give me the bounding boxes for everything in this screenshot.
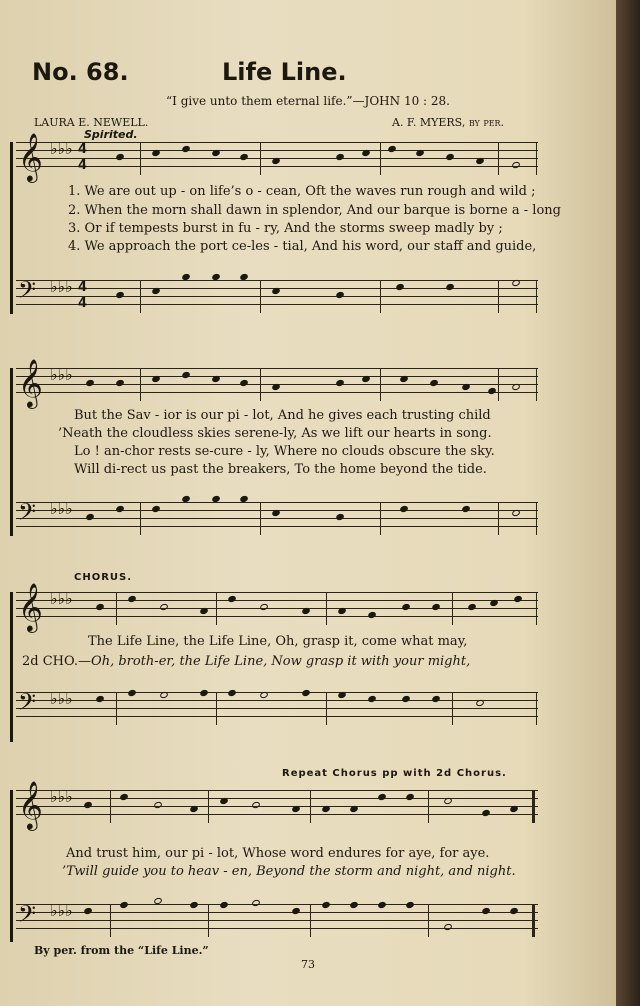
note-head (481, 907, 491, 915)
bass-staff (16, 688, 538, 724)
note-head (239, 495, 249, 503)
note-head (395, 283, 405, 291)
bar-line (452, 692, 453, 725)
bar-line (428, 904, 429, 937)
bar-line (208, 790, 209, 823)
bar-line (536, 592, 537, 625)
note-head (509, 907, 519, 915)
verse-line-3-cont: Lo ! an-chor rests se-cure - ly, Where no clouds obscure the sky. (74, 444, 495, 459)
note-head (151, 375, 161, 383)
note-head (367, 611, 377, 619)
note-head (115, 379, 125, 387)
bar-line (380, 142, 381, 175)
bar-line (116, 592, 117, 625)
bar-line (260, 368, 261, 401)
note-head (159, 691, 169, 699)
note-head (95, 603, 105, 611)
note-head (445, 283, 455, 291)
note-head (189, 901, 199, 909)
note-head (239, 153, 249, 161)
note-head (467, 603, 477, 611)
key-signature: ♭♭♭ (50, 689, 73, 708)
note-head (335, 291, 345, 299)
bass-clef-icon: 𝄢 (18, 688, 37, 721)
note-head (301, 607, 311, 615)
bar-line (532, 904, 535, 937)
note-head (181, 145, 191, 153)
note-head (487, 387, 497, 395)
note-head (271, 509, 281, 517)
note-head (199, 689, 209, 697)
note-head (115, 291, 125, 299)
note-head (153, 801, 163, 809)
note-head (443, 797, 453, 805)
note-head (227, 595, 237, 603)
note-head (443, 923, 453, 931)
key-signature: ♭♭♭ (50, 589, 73, 608)
note-head (461, 505, 471, 513)
note-head (511, 161, 521, 169)
system-brace (10, 592, 13, 742)
time-signature: 4 4 (78, 280, 88, 311)
bass-clef-icon: 𝄢 (18, 900, 37, 933)
book-spine (616, 0, 640, 1006)
bar-line (140, 368, 141, 401)
bass-clef-icon: 𝄢 (18, 498, 37, 531)
verse-line-2-cont: ’Neath the cloudless skies serene-ly, As we lift our hearts in song. (58, 426, 492, 441)
note-head (429, 379, 439, 387)
note-head (337, 691, 347, 699)
verse-line-4-cont: Will di-rect us past the breakers, To the home beyond the tide. (74, 462, 487, 477)
bar-line (216, 692, 217, 725)
bar-line (532, 790, 535, 823)
note-head (153, 897, 163, 905)
verse-line-1-cont: But the Sav - ior is our pi - lot, And he gives each trusting child (74, 408, 491, 423)
note-head (227, 689, 237, 697)
bar-line (536, 142, 537, 175)
note-head (301, 689, 311, 697)
note-head (481, 809, 491, 817)
bar-line (140, 142, 141, 175)
note-head (349, 901, 359, 909)
note-head (475, 699, 485, 707)
note-head (377, 901, 387, 909)
note-head (367, 695, 377, 703)
bar-line (380, 502, 381, 535)
source-credit: By per. from the “Life Line.” (34, 944, 209, 957)
note-head (291, 907, 301, 915)
note-head (115, 505, 125, 513)
note-head (511, 509, 521, 517)
treble-staff (16, 582, 538, 631)
bar-line (536, 692, 537, 725)
note-head (401, 603, 411, 611)
note-head (211, 149, 221, 157)
note-head (181, 371, 191, 379)
second-chorus-line-end: ’Twill guide you to heav - en, Beyond the storm and night, and night. (62, 864, 516, 879)
treble-staff (16, 780, 538, 829)
note-head (85, 379, 95, 387)
note-head (401, 695, 411, 703)
note-head (211, 495, 221, 503)
bar-line (536, 280, 537, 313)
note-head (189, 805, 199, 813)
bar-line (326, 592, 327, 625)
note-head (337, 607, 347, 615)
note-head (335, 513, 345, 521)
treble-clef-icon: 𝄞 (18, 132, 43, 181)
bar-line (110, 904, 111, 937)
note-head (271, 287, 281, 295)
note-head (151, 149, 161, 157)
bar-line (326, 692, 327, 725)
note-head (431, 695, 441, 703)
note-head (219, 901, 229, 909)
note-head (349, 805, 359, 813)
note-head (151, 505, 161, 513)
system-brace (10, 142, 13, 314)
note-head (399, 505, 409, 513)
note-head (259, 691, 269, 699)
key-signature: ♭♭♭ (50, 139, 73, 158)
note-head (127, 595, 137, 603)
bar-line (140, 280, 141, 313)
note-head (115, 153, 125, 161)
bar-line (260, 280, 261, 313)
treble-clef-icon: 𝄞 (18, 582, 43, 631)
bar-line (536, 368, 537, 401)
verse-line-1: 1. We are out up - on life’s o - cean, Oft the waves run rough and wild ; (68, 184, 536, 199)
note-head (511, 279, 521, 287)
key-signature: ♭♭♭ (50, 901, 73, 920)
note-head (271, 383, 281, 391)
note-head (335, 153, 345, 161)
bar-line (428, 790, 429, 823)
bar-line (380, 368, 381, 401)
note-head (239, 379, 249, 387)
note-head (211, 375, 221, 383)
note-head (199, 607, 209, 615)
note-head (219, 797, 229, 805)
note-head (291, 805, 301, 813)
note-head (119, 901, 129, 909)
note-head (181, 273, 191, 281)
note-head (259, 603, 269, 611)
bass-clef-icon: 𝄢 (18, 276, 37, 309)
note-head (151, 287, 161, 295)
note-head (321, 805, 331, 813)
treble-clef-icon: 𝄞 (18, 780, 43, 829)
note-head (83, 907, 93, 915)
key-signature: ♭♭♭ (50, 277, 73, 296)
bar-line (536, 502, 537, 535)
chorus-line-1: The Life Line, the Life Line, Oh, grasp it, come what may, (88, 634, 468, 649)
bass-staff (16, 276, 538, 312)
note-head (127, 689, 137, 697)
note-head (361, 375, 371, 383)
note-head (509, 805, 519, 813)
chorus-line-3: And trust him, our pi - lot, Whose word endures for aye, for aye. (66, 846, 490, 861)
note-head (85, 513, 95, 521)
composer-credit: A. F. MYERS, by per. (392, 116, 505, 129)
note-head (335, 379, 345, 387)
note-head (415, 149, 425, 157)
note-head (251, 801, 261, 809)
bar-line (498, 368, 499, 401)
note-head (239, 273, 249, 281)
chorus-label: CHORUS. (74, 572, 133, 583)
note-head (377, 793, 387, 801)
bar-line (310, 790, 311, 823)
note-head (387, 145, 397, 153)
lyricist-credit: LAURA E. NEWELL. (34, 116, 149, 129)
bass-staff (16, 498, 538, 534)
key-signature: ♭♭♭ (50, 365, 73, 384)
note-head (271, 157, 281, 165)
verse-line-3: 3. Or if tempests burst in fu - ry, And the storms sweep madly by ; (68, 221, 503, 236)
note-head (251, 899, 261, 907)
bar-line (140, 502, 141, 535)
bar-line (116, 692, 117, 725)
note-head (95, 695, 105, 703)
key-signature: ♭♭♭ (50, 499, 73, 518)
repeat-instruction: Repeat Chorus pp with 2d Chorus. (282, 768, 507, 779)
bar-line (216, 592, 217, 625)
bass-staff (16, 900, 538, 936)
key-signature: ♭♭♭ (50, 787, 73, 806)
note-head (511, 383, 521, 391)
note-head (475, 157, 485, 165)
bar-line (498, 502, 499, 535)
system-brace (10, 368, 13, 536)
note-head (159, 603, 169, 611)
bar-line (310, 904, 311, 937)
note-head (405, 901, 415, 909)
verse-line-4: 4. We approach the port ce-les - tial, And his word, our staff and guide, (68, 239, 537, 254)
scripture-epigraph: “I give unto them eternal life.”—JOHN 10 : 28. (166, 94, 450, 108)
note-head (513, 595, 523, 603)
note-head (461, 383, 471, 391)
note-head (431, 603, 441, 611)
note-head (119, 793, 129, 801)
hymn-title: Life Line. (222, 58, 347, 86)
bar-line (498, 142, 499, 175)
bar-line (260, 502, 261, 535)
page-number: 73 (301, 958, 315, 971)
note-head (445, 153, 455, 161)
note-head (405, 793, 415, 801)
second-chorus-line: 2d CHO.—Oh, broth-er, the Life Line, Now grasp it with your might, (22, 654, 471, 669)
note-head (399, 375, 409, 383)
bar-line (110, 790, 111, 823)
bar-line (498, 280, 499, 313)
bar-line (260, 142, 261, 175)
hymn-number: No. 68. (32, 58, 129, 86)
note-head (361, 149, 371, 157)
treble-clef-icon: 𝄞 (18, 358, 43, 407)
tempo-marking: Spirited. (84, 128, 138, 141)
note-head (181, 495, 191, 503)
bar-line (380, 280, 381, 313)
time-signature: 4 4 (78, 142, 88, 173)
treble-staff (16, 358, 538, 407)
bar-line (452, 592, 453, 625)
note-head (211, 273, 221, 281)
note-head (83, 801, 93, 809)
note-head (321, 901, 331, 909)
system-brace (10, 790, 13, 942)
bar-line (208, 904, 209, 937)
verse-line-2: 2. When the morn shall dawn in splendor, And our barque is borne a - long (68, 203, 561, 218)
note-head (489, 599, 499, 607)
